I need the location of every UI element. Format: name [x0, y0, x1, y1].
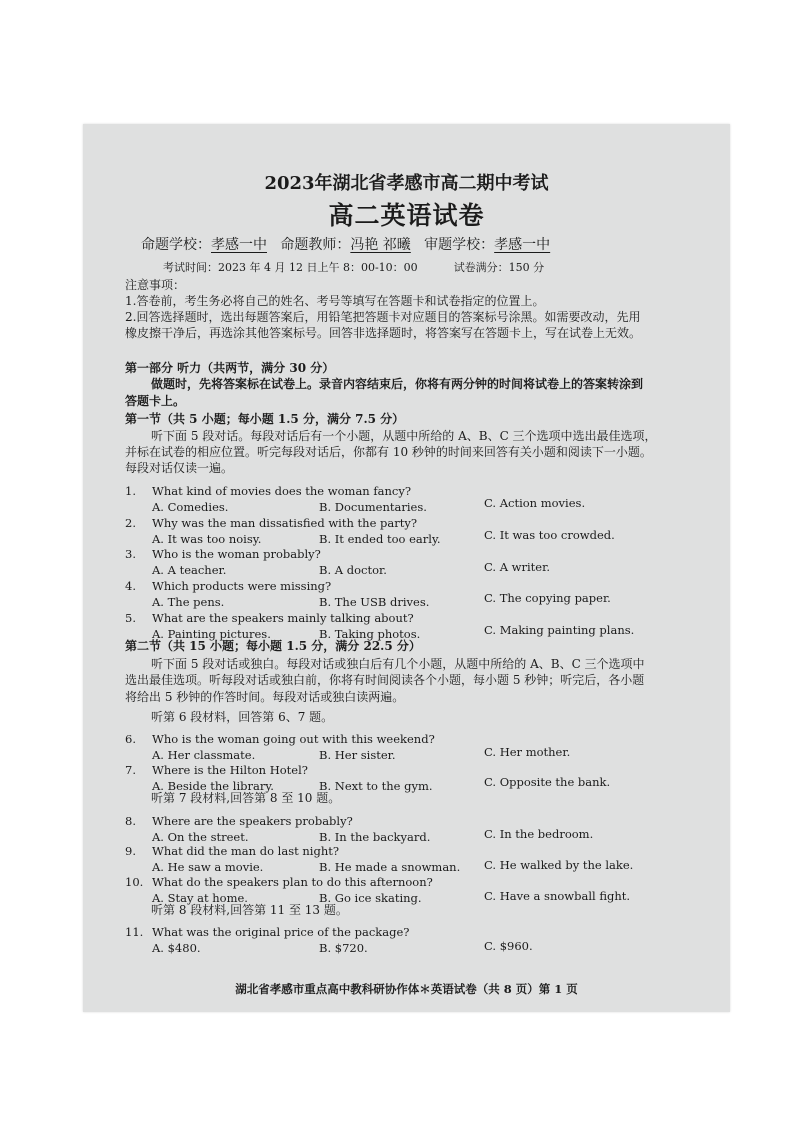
option-c: C. Action movies. — [484, 496, 586, 510]
option-b: B. He made a snowman. — [319, 860, 461, 874]
option-b: B. Taking photos. — [319, 627, 421, 641]
section2-desc-3: 将给出 5 秒钟的作答时间。每段对话或独白读两遍。 — [125, 690, 405, 704]
option-c: C. Her mother. — [484, 745, 571, 759]
question-number: 4. — [125, 579, 136, 593]
option-b: B. Her sister. — [319, 748, 396, 762]
page-footer: 湖北省孝感市重点高中教科研协作体＊英语试卷（共 8 页）第 1 页 — [235, 982, 578, 996]
option-a: A. He saw a movie. — [152, 860, 264, 874]
question-number: 9. — [125, 844, 136, 858]
option-a: A. It was too noisy. — [152, 532, 262, 546]
question-text: Who is the woman going out with this weekend? — [152, 732, 435, 746]
option-b: B. In the backyard. — [319, 830, 431, 844]
option-c: C. $960. — [484, 939, 533, 953]
exam-time: 考试时间：2023 年 4 月 12 日上午 8：00-10：00 — [163, 261, 418, 274]
option-c: C. It was too crowded. — [484, 528, 615, 542]
section2-desc-2: 选出最佳选项。听每段对话或独白前，你将有时间阅读各个小题，每小题 5 秒钟；听完后，各小题 — [125, 673, 645, 687]
exam-page — [83, 124, 730, 1012]
option-a: A. Her classmate. — [152, 748, 256, 762]
question-text: What was the original price of the package? — [152, 925, 410, 939]
option-b: B. The USB drives. — [319, 595, 430, 609]
option-b: B. $720. — [319, 941, 368, 955]
section1-title: 第一节（共 5 小题；每小题 1.5 分，满分 7.5 分） — [125, 412, 405, 426]
question-number: 10. — [125, 875, 144, 889]
option-c: C. A writer. — [484, 560, 550, 574]
question-text: Which products were missing? — [152, 579, 332, 593]
section1-desc-1: 听下面 5 段对话。每段对话后有一个小题，从题中所给的 A、B、C 三个选项中选出最佳选项， — [151, 429, 657, 443]
option-a: A. Painting pictures. — [152, 627, 271, 641]
material-8-note: 听第 8 段材料,回答第 11 至 13 题。 — [151, 903, 348, 917]
option-a: A. Comedies. — [152, 500, 229, 514]
exam-title: 2023年湖北省孝感市高二期中考试 — [264, 173, 549, 194]
teacher-names: 冯艳 祁曦 — [350, 237, 411, 253]
option-b: B. A doctor. — [319, 563, 387, 577]
option-a: A. Beside the library. — [152, 779, 274, 793]
option-a: A. A teacher. — [152, 563, 227, 577]
option-c: C. Have a snowball fight. — [484, 889, 631, 903]
question-number: 11. — [125, 925, 144, 939]
note-1: 1.答卷前，考生务必将自己的姓名、考号等填写在答题卡和试卷指定的位置上。 — [125, 294, 545, 308]
material-7-note: 听第 7 段材料,回答第 8 至 10 题。 — [151, 791, 341, 805]
section1-desc-3: 每段对话仅读一遍。 — [125, 461, 234, 475]
note-2a: 2.回答选择题时，选出每题答案后，用铅笔把答题卡对应题目的答案标号涂黑。如需要改动，先用 — [125, 310, 641, 324]
question-text: What are the speakers mainly talking about? — [152, 611, 414, 625]
question-text: Where is the Hilton Hotel? — [152, 763, 308, 777]
question-text: What did the man do last night? — [152, 844, 340, 858]
option-c: C. He walked by the lake. — [484, 858, 634, 872]
question-text: Where are the speakers probably? — [152, 814, 353, 828]
paper-title: 高二英语试卷 — [328, 201, 485, 230]
exam-time-line — [163, 259, 544, 275]
option-b: B. Documentaries. — [319, 500, 427, 514]
option-a: A. Stay at home. — [152, 891, 248, 905]
part1-title: 第一部分 听力（共两节，满分 30 分） — [125, 361, 335, 375]
part1-instr-a: 做题时，先将答案标在试卷上。录音内容结束后，你将有两分钟的时间将试卷上的答案转涂到 — [151, 377, 644, 391]
question-number: 3. — [125, 547, 136, 561]
review-label: 审题学校： — [424, 237, 495, 253]
teacher-label: 命题教师： — [280, 237, 351, 253]
exam-score: 试卷满分：150 分 — [453, 261, 545, 274]
part1-instr-b: 答题卡上。 — [125, 394, 186, 408]
question-number: 8. — [125, 814, 136, 828]
option-a: A. The pens. — [152, 595, 225, 609]
question-number: 7. — [125, 763, 136, 777]
question-text: Why was the man dissatisfied with the party? — [152, 516, 418, 530]
review-school: 孝感一中 — [494, 237, 551, 253]
question-number: 5. — [125, 611, 136, 625]
note-2b: 橡皮擦干净后，再选涂其他答案标号。回答非选择题时，将答案写在答题卡上，写在试卷上无效。 — [125, 326, 642, 340]
section2-desc-1: 听下面 5 段对话或独白。每段对话或独白后有几个小题，从题中所给的 A、B、C 三个选项中 — [151, 657, 645, 671]
option-b: B. Next to the gym. — [319, 779, 433, 793]
option-b: B. Go ice skating. — [319, 891, 422, 905]
section2-title: 第二节（共 15 小题；每小题 1.5 分，满分 22.5 分） — [125, 639, 421, 653]
option-a: A. $480. — [152, 941, 201, 955]
question-text: Who is the woman probably? — [152, 547, 321, 561]
material-6-note: 听第 6 段材料，回答第 6、7 题。 — [151, 710, 334, 724]
school-label: 命题学校： — [141, 237, 211, 253]
option-c: C. In the bedroom. — [484, 827, 594, 841]
option-c: C. Opposite the bank. — [484, 775, 611, 789]
question-text: What kind of movies does the woman fancy? — [152, 484, 411, 498]
section1-desc-2: 并标在试卷的相应位置。听完每段对话后，你都有 10 秒钟的时间来回答有关小题和阅读下一小题。 — [125, 445, 652, 459]
school-name: 孝感一中 — [211, 237, 267, 253]
notes-heading: 注意事项： — [125, 278, 186, 292]
question-number: 1. — [125, 484, 136, 498]
question-text: What do the speakers plan to do this afternoon? — [152, 875, 433, 889]
question-number: 2. — [125, 516, 136, 530]
option-c: C. The copying paper. — [484, 591, 611, 605]
option-b: B. It ended too early. — [319, 532, 441, 546]
question-number: 6. — [125, 732, 136, 746]
option-a: A. On the street. — [152, 830, 249, 844]
option-c: C. Making painting plans. — [484, 623, 635, 637]
author-line — [141, 234, 550, 254]
